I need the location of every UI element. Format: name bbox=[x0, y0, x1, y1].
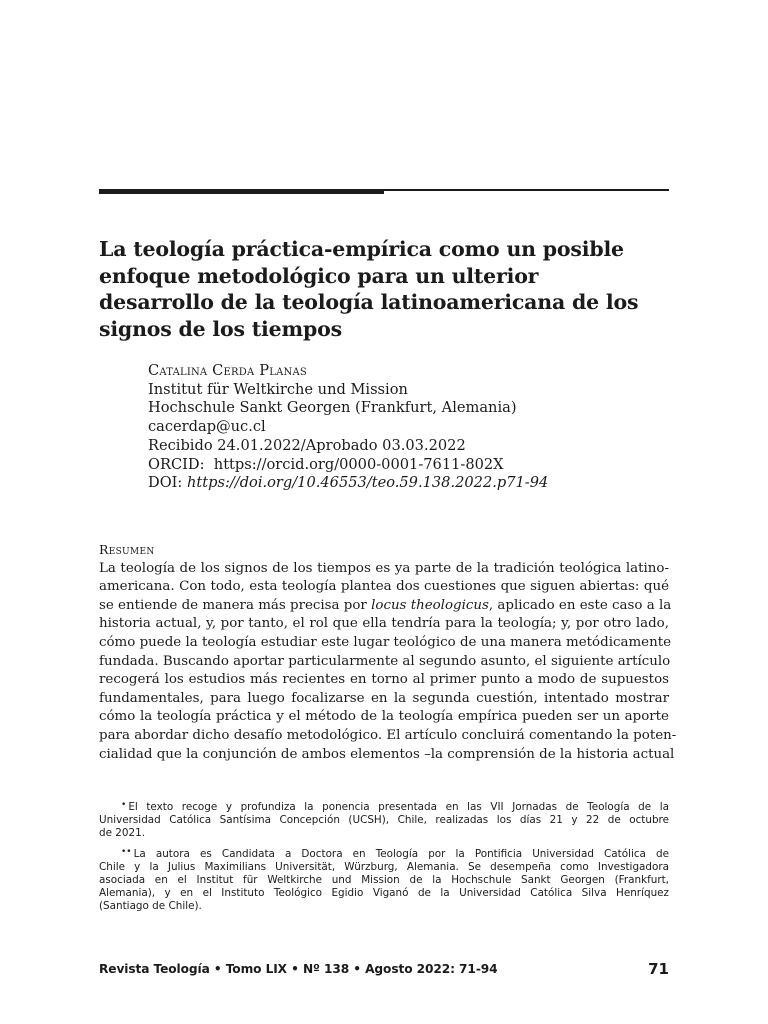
footnote-text: La autora es Candidata a Doctora en Teología por la Pontificia Universidad Católica de bbox=[133, 847, 669, 860]
abstract-line: historia actual, y, por tanto, el rol que ella tendría para la teología; y, por otro lado, bbox=[99, 616, 669, 632]
orcid-label: ORCID: bbox=[148, 455, 205, 473]
journal-citation: Revista Teología • Tomo LIX • Nº 138 • Agosto 2022: 71-94 bbox=[99, 962, 498, 976]
footnote-text: El texto recoge y profundiza la ponencia presentada en las VII Jornadas de Teología de la bbox=[128, 801, 669, 813]
footnote-line bbox=[99, 799, 669, 814]
abstract-heading: Resumen bbox=[99, 542, 155, 557]
footnote-line: asociada en el Institut für Weltkirche und Mission de la Hochschule Sankt Georgen (Frankfurt, bbox=[99, 874, 669, 887]
doi-link[interactable]: https://doi.org/10.46553/teo.59.138.2022.p71-94 bbox=[187, 474, 549, 492]
footnote-1 bbox=[99, 799, 669, 841]
footnote-line: Universidad Católica Santísima Concepción (UCSH), Chile, realizadas los días 21 y 22 de octubre bbox=[99, 814, 669, 827]
orcid-line bbox=[148, 456, 668, 475]
footnote-marker: • bbox=[121, 800, 127, 810]
page-footer bbox=[99, 960, 669, 980]
received-approved-dates: Recibido 24.01.2022/Aprobado 03.03.2022 bbox=[148, 436, 466, 454]
doi-line bbox=[148, 474, 668, 493]
abstract-line: recogerá los estudios más recientes en torno al primer punto a modo de supuestos bbox=[99, 672, 669, 688]
abstract-italic-term: locus theologicus bbox=[371, 597, 489, 613]
abstract-line: cialidad que la conjunción de ambos elementos –la comprensión de la historia actual bbox=[99, 746, 675, 762]
orcid-link[interactable]: https://orcid.org/0000-0001-7611-802X bbox=[213, 455, 504, 473]
footnote-line: Alemania), y en el Instituto Teológico Egidio Viganó de la Universidad Católica Silva Henríquez bbox=[99, 887, 669, 900]
author-block bbox=[148, 362, 668, 493]
title-line: desarrollo de la teología latinoamericana de los bbox=[99, 290, 639, 314]
title-line: enfoque metodológico para un ulterior bbox=[99, 263, 539, 288]
abstract-text: , aplicado en este caso a la bbox=[488, 597, 672, 613]
abstract-line: La teología de los signos de los tiempos es ya parte de la tradición teológica latino- bbox=[99, 560, 669, 576]
affiliation-institute: Institut für Weltkirche und Mission bbox=[148, 380, 408, 398]
footnote-line: (Santiago de Chile). bbox=[99, 900, 202, 913]
abstract-line: para abordar dicho desafío metodológico. El artículo concluirá comentando la poten- bbox=[99, 727, 677, 743]
article-title bbox=[99, 236, 679, 342]
abstract-line: americana. Con todo, esta teología plantea dos cuestiones que siguen abiertas: qué bbox=[99, 579, 669, 595]
abstract-line: fundada. Buscando aportar particularmente al segundo asunto, el siguiente artículo bbox=[99, 653, 671, 669]
footnote-2 bbox=[99, 846, 669, 914]
footnote-line: Chile y la Julius Maximilians Universität, Würzburg, Alemania. Se desempeña como Investigadora bbox=[99, 860, 669, 873]
abstract-text: se entiende de manera más precisa por bbox=[99, 597, 372, 613]
abstract-line: fundamentales, para luego focalizarse en la segunda cuestión, intentado mostrar bbox=[99, 690, 669, 706]
footnote-line: de 2021. bbox=[99, 827, 146, 840]
title-line: La teología práctica-empírica como un posible bbox=[99, 237, 624, 261]
author-email[interactable]: cacerdap@uc.cl bbox=[148, 418, 266, 436]
footnote-marker: •• bbox=[121, 846, 132, 857]
title-line: signos de los tiempos bbox=[99, 316, 342, 341]
header-rule-thick bbox=[99, 189, 384, 194]
footnote-line bbox=[99, 846, 669, 861]
abstract-line bbox=[99, 597, 672, 616]
abstract-line: cómo puede la teología estudiar este lugar teológico de una manera metódicamente bbox=[99, 634, 672, 650]
affiliation-school: Hochschule Sankt Georgen (Frankfurt, Alemania) bbox=[148, 399, 517, 417]
doi-label: DOI: bbox=[148, 474, 183, 492]
abstract-section bbox=[99, 541, 677, 764]
page-number: 71 bbox=[648, 960, 669, 978]
header-rule-thin bbox=[384, 189, 669, 191]
abstract-line: cómo la teología práctica y el método de la teología empírica pueden ser un aporte bbox=[99, 709, 669, 725]
author-name: Catalina Cerda Planas bbox=[148, 362, 307, 379]
footnotes bbox=[99, 799, 669, 919]
